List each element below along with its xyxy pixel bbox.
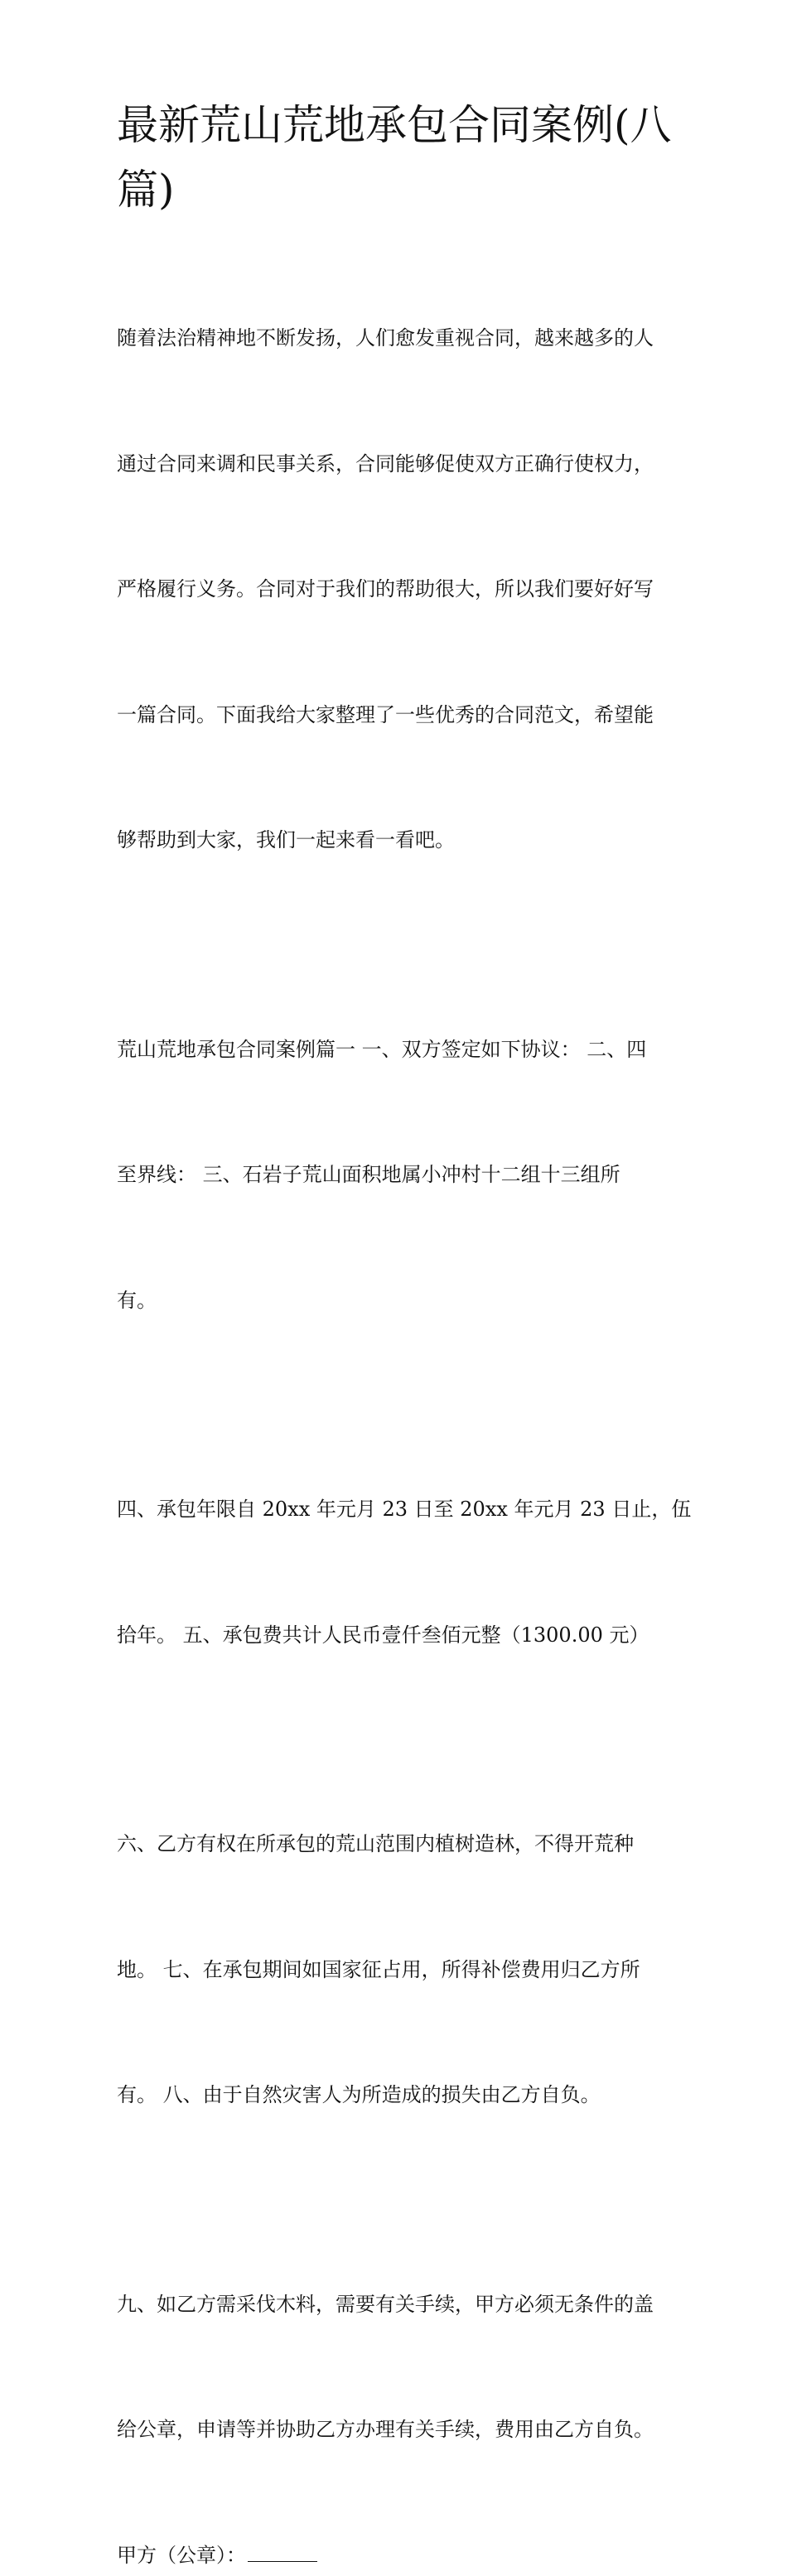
section-1-line: 至界线： 三、石岩子荒山面积地属小冲村十二组十三组所 [117, 1163, 620, 1186]
document-title [117, 93, 674, 222]
section-2-paragraph [117, 1405, 692, 1739]
signature-blank [248, 2546, 317, 2562]
signature-label: 甲方（公章）： [117, 2543, 246, 2567]
intro-line: 严格履行义务。合同对于我们的帮助很大，所以我们要好好写 [117, 577, 654, 601]
intro-line: 一篇合同。下面我给大家整理了一些优秀的合同范文，希望能 [117, 702, 654, 726]
section-3-line: 地。 七、在承包期间如国家征占用，所得补偿费用归乙方所 [117, 1957, 640, 1981]
section-1-line: 有。 [117, 1288, 157, 1312]
section-1-paragraph [117, 945, 674, 1406]
section-1-line: 荒山荒地承包合同案例篇一 一、双方签定如下协议： 二、四 [117, 1037, 647, 1061]
section-4-paragraph [117, 2200, 674, 2535]
section-3-paragraph [117, 1739, 674, 2200]
intro-line: 通过合同来调和民事关系，合同能够促使双方正确行使权力， [117, 451, 654, 475]
intro-line: 随着法治精神地不断发扬，人们愈发重视合同，越来越多的人 [117, 326, 654, 350]
title-line-1: 最新荒山荒地承包合同案例(八 [117, 101, 672, 149]
signature-party-a [117, 2535, 674, 2576]
section-2-line: 拾年。 五、承包费共计人民币壹仟叁佰元整（1300.00 元） [117, 1623, 649, 1647]
section-3-line: 六、乙方有权在所承包的荒山范围内植树造林，不得开荒种 [117, 1832, 634, 1855]
section-4-line: 九、如乙方需采伐木料，需要有关手续，甲方必须无条件的盖 [117, 2292, 654, 2316]
section-3-line: 有。 八、由于自然灾害人为所造成的损失由乙方自负。 [117, 2083, 601, 2106]
section-4-line: 给公章，申请等并协助乙方办理有关手续，费用由乙方自负。 [117, 2418, 654, 2441]
intro-paragraph [117, 234, 674, 945]
section-2-line: 四、承包年限自 20xx 年元月 23 日至 20xx 年元月 23 日止，伍 [117, 1498, 692, 1521]
document-page [117, 93, 692, 2576]
title-line-2: 篇) [117, 166, 175, 214]
intro-line: 够帮助到大家，我们一起来看一看吧。 [117, 828, 455, 851]
